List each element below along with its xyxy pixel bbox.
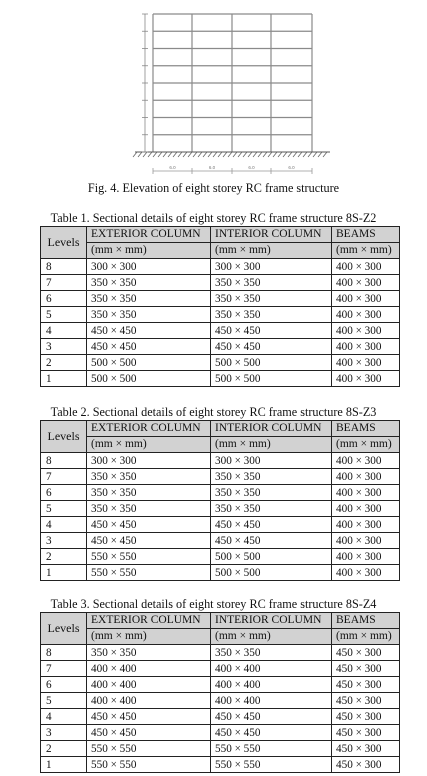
- beams-cell: 400 × 300: [332, 339, 400, 355]
- ground-hatch: [158, 152, 162, 157]
- beams-cell: 400 × 300: [332, 517, 400, 533]
- ground-hatch: [283, 152, 287, 157]
- table-3-caption: Table 3. Sectional details of eight storey RC frame structure 8S-Z4: [50, 597, 377, 611]
- interior-column-cell: 300 × 300: [211, 453, 332, 469]
- interior-column-cell: 400 × 400: [211, 693, 332, 709]
- level-cell: 1: [41, 371, 87, 387]
- beams-cell: 400 × 300: [332, 485, 400, 501]
- ground-hatch: [318, 152, 322, 157]
- level-cell: 5: [41, 307, 87, 323]
- bay-width-label: 6.0: [169, 165, 176, 170]
- table-row: [41, 533, 400, 549]
- beams-unit: (mm × mm): [332, 629, 400, 645]
- interior-column-cell: 500 × 500: [211, 549, 332, 565]
- ground-hatch: [178, 152, 182, 157]
- table-row: [41, 339, 400, 355]
- exterior-column-cell: 550 × 550: [87, 565, 211, 581]
- ground-hatch: [288, 152, 292, 157]
- beams-cell: 450 × 300: [332, 757, 400, 773]
- exterior-column-cell: 550 × 550: [87, 757, 211, 773]
- exterior-column-cell: 550 × 550: [87, 549, 211, 565]
- table-1-caption: Table 1. Sectional details of eight storey RC frame structure 8S-Z2: [50, 211, 377, 225]
- beams-cell: 400 × 300: [332, 275, 400, 291]
- levels-header: Levels: [41, 227, 87, 259]
- ground-hatch: [278, 152, 282, 157]
- exterior-column-unit: (mm × mm): [87, 243, 211, 259]
- interior-column-cell: 500 × 500: [211, 371, 332, 387]
- beams-cell: 450 × 300: [332, 661, 400, 677]
- table-row: [41, 485, 400, 501]
- interior-column-cell: 450 × 450: [211, 533, 332, 549]
- interior-column-cell: 500 × 500: [211, 355, 332, 371]
- ground-hatch: [208, 152, 212, 157]
- ground-hatch: [268, 152, 272, 157]
- interior-column-cell: 500 × 500: [211, 565, 332, 581]
- level-cell: 2: [41, 549, 87, 565]
- table-header-row: [41, 227, 400, 243]
- exterior-column-cell: 450 × 450: [87, 339, 211, 355]
- exterior-column-cell: 450 × 450: [87, 323, 211, 339]
- interior-column-cell: 300 × 300: [211, 259, 332, 275]
- table-row: [41, 291, 400, 307]
- level-cell: 6: [41, 677, 87, 693]
- level-cell: 8: [41, 453, 87, 469]
- table-2: [40, 420, 400, 581]
- interior-column-cell: 400 × 400: [211, 677, 332, 693]
- level-cell: 5: [41, 693, 87, 709]
- ground-hatch: [243, 152, 247, 157]
- interior-column-cell: 450 × 450: [211, 339, 332, 355]
- beams-cell: 400 × 300: [332, 355, 400, 371]
- level-cell: 4: [41, 323, 87, 339]
- ground-hatch: [143, 152, 147, 157]
- level-cell: 1: [41, 565, 87, 581]
- exterior-column-cell: 450 × 450: [87, 517, 211, 533]
- table-row: [41, 469, 400, 485]
- exterior-column-cell: 350 × 350: [87, 275, 211, 291]
- ground-hatch: [203, 152, 207, 157]
- table-row: [41, 501, 400, 517]
- exterior-column-cell: 300 × 300: [87, 259, 211, 275]
- table-row: [41, 757, 400, 773]
- bay-width-label: 6.0: [208, 165, 216, 170]
- exterior-column-header: EXTERIOR COLUMN: [87, 613, 211, 629]
- ground-hatch: [238, 152, 242, 157]
- ground-hatch: [148, 152, 152, 157]
- ground-hatch: [188, 152, 192, 157]
- beams-cell: 450 × 300: [332, 741, 400, 757]
- level-cell: 3: [41, 725, 87, 741]
- ground-hatch: [273, 152, 277, 157]
- ground-hatch: [323, 152, 327, 157]
- beams-cell: 450 × 300: [332, 645, 400, 661]
- level-cell: 5: [41, 501, 87, 517]
- table-3: [40, 612, 400, 773]
- ground-hatch: [133, 152, 137, 157]
- ground-hatch: [308, 152, 312, 157]
- table-2-caption: Table 2. Sectional details of eight storey RC frame structure 8S-Z3: [50, 405, 377, 419]
- interior-column-cell: 350 × 350: [211, 307, 332, 323]
- interior-column-header: INTERIOR COLUMN: [211, 227, 332, 243]
- beams-cell: 400 × 300: [332, 323, 400, 339]
- ground-hatch: [303, 152, 307, 157]
- table-header-row: [41, 421, 400, 437]
- exterior-column-cell: 450 × 450: [87, 709, 211, 725]
- interior-column-cell: 350 × 350: [211, 275, 332, 291]
- exterior-column-cell: 550 × 550: [87, 741, 211, 757]
- exterior-column-cell: 400 × 400: [87, 677, 211, 693]
- ground-hatch: [183, 152, 187, 157]
- interior-column-cell: 450 × 450: [211, 517, 332, 533]
- interior-column-cell: 350 × 350: [211, 469, 332, 485]
- table-row: [41, 355, 400, 371]
- beams-header: BEAMS: [332, 421, 400, 437]
- table-row: [41, 565, 400, 581]
- beams-cell: 400 × 300: [332, 565, 400, 581]
- table-row: [41, 741, 400, 757]
- table-row: [41, 307, 400, 323]
- interior-column-cell: 450 × 450: [211, 725, 332, 741]
- exterior-column-cell: 450 × 450: [87, 725, 211, 741]
- exterior-column-cell: 350 × 350: [87, 469, 211, 485]
- ground-hatch: [153, 152, 157, 157]
- beams-cell: 400 × 300: [332, 453, 400, 469]
- ground-hatch: [223, 152, 227, 157]
- beams-cell: 400 × 300: [332, 533, 400, 549]
- figure-caption: Fig. 4. Elevation of eight storey RC frame structure: [87, 181, 340, 195]
- exterior-column-cell: 450 × 450: [87, 533, 211, 549]
- level-cell: 7: [41, 275, 87, 291]
- table-row: [41, 725, 400, 741]
- exterior-column-cell: 350 × 350: [87, 307, 211, 323]
- level-cell: 6: [41, 485, 87, 501]
- ground-hatch: [298, 152, 302, 157]
- interior-column-header: INTERIOR COLUMN: [211, 421, 332, 437]
- table-row: [41, 677, 400, 693]
- table-row: [41, 453, 400, 469]
- ground-hatch: [138, 152, 142, 157]
- table-1: [40, 226, 400, 387]
- beams-cell: 400 × 300: [332, 501, 400, 517]
- exterior-column-cell: 400 × 400: [87, 661, 211, 677]
- table-row: [41, 549, 400, 565]
- interior-column-cell: 400 × 400: [211, 661, 332, 677]
- beams-cell: 400 × 300: [332, 307, 400, 323]
- levels-header: Levels: [41, 421, 87, 453]
- level-cell: 8: [41, 259, 87, 275]
- beams-header: BEAMS: [332, 613, 400, 629]
- beams-cell: 450 × 300: [332, 677, 400, 693]
- interior-column-cell: 350 × 350: [211, 485, 332, 501]
- interior-column-cell: 550 × 550: [211, 757, 332, 773]
- ground-hatch: [253, 152, 257, 157]
- exterior-column-cell: 350 × 350: [87, 291, 211, 307]
- table-unit-row: [41, 243, 400, 259]
- ground-hatch: [168, 152, 172, 157]
- table-row: [41, 709, 400, 725]
- interior-column-header: INTERIOR COLUMN: [211, 613, 332, 629]
- level-cell: 7: [41, 469, 87, 485]
- table-row: [41, 259, 400, 275]
- ground-hatch: [263, 152, 267, 157]
- ground-hatch: [213, 152, 217, 157]
- level-cell: 3: [41, 533, 87, 549]
- ground-hatch: [313, 152, 317, 157]
- frame-elevation-drawing: [0, 0, 427, 180]
- beams-unit: (mm × mm): [332, 243, 400, 259]
- level-cell: 3: [41, 339, 87, 355]
- levels-header: Levels: [41, 613, 87, 645]
- beams-cell: 450 × 300: [332, 725, 400, 741]
- exterior-column-unit: (mm × mm): [87, 437, 211, 453]
- table-row: [41, 517, 400, 533]
- exterior-column-header: EXTERIOR COLUMN: [87, 421, 211, 437]
- bay-width-label: 6.0: [288, 165, 295, 170]
- exterior-column-cell: 350 × 350: [87, 645, 211, 661]
- interior-column-cell: 350 × 350: [211, 501, 332, 517]
- beams-cell: 450 × 300: [332, 693, 400, 709]
- exterior-column-cell: 500 × 500: [87, 355, 211, 371]
- beams-header: BEAMS: [332, 227, 400, 243]
- beams-cell: 450 × 300: [332, 709, 400, 725]
- interior-column-cell: 350 × 350: [211, 645, 332, 661]
- table-unit-row: [41, 629, 400, 645]
- table-row: [41, 275, 400, 291]
- ground-hatch: [193, 152, 197, 157]
- level-cell: 2: [41, 741, 87, 757]
- ground-hatch: [218, 152, 222, 157]
- level-cell: 1: [41, 757, 87, 773]
- ground-hatch: [233, 152, 237, 157]
- interior-column-cell: 450 × 450: [211, 709, 332, 725]
- interior-column-unit: (mm × mm): [211, 629, 332, 645]
- table-row: [41, 693, 400, 709]
- exterior-column-unit: (mm × mm): [87, 629, 211, 645]
- ground-hatch: [173, 152, 177, 157]
- interior-column-cell: 550 × 550: [211, 741, 332, 757]
- table-row: [41, 645, 400, 661]
- table-header-row: [41, 613, 400, 629]
- ground-hatch: [293, 152, 297, 157]
- interior-column-cell: 450 × 450: [211, 323, 332, 339]
- exterior-column-cell: 400 × 400: [87, 693, 211, 709]
- level-cell: 7: [41, 661, 87, 677]
- ground-hatch: [228, 152, 232, 157]
- beams-cell: 400 × 300: [332, 469, 400, 485]
- table-unit-row: [41, 437, 400, 453]
- beams-cell: 400 × 300: [332, 371, 400, 387]
- table-row: [41, 371, 400, 387]
- level-cell: 2: [41, 355, 87, 371]
- table-row: [41, 661, 400, 677]
- beams-cell: 400 × 300: [332, 549, 400, 565]
- exterior-column-cell: 500 × 500: [87, 371, 211, 387]
- table-row: [41, 323, 400, 339]
- exterior-column-cell: 350 × 350: [87, 485, 211, 501]
- beams-cell: 400 × 300: [332, 291, 400, 307]
- ground-hatch: [163, 152, 167, 157]
- ground-hatch: [198, 152, 202, 157]
- exterior-column-header: EXTERIOR COLUMN: [87, 227, 211, 243]
- frame-elevation-figure: [0, 0, 427, 200]
- level-cell: 4: [41, 709, 87, 725]
- beams-unit: (mm × mm): [332, 437, 400, 453]
- level-cell: 8: [41, 645, 87, 661]
- exterior-column-cell: 350 × 350: [87, 501, 211, 517]
- interior-column-unit: (mm × mm): [211, 437, 332, 453]
- ground-hatch: [258, 152, 262, 157]
- level-cell: 6: [41, 291, 87, 307]
- bay-width-label: 6.0: [248, 165, 255, 170]
- level-cell: 4: [41, 517, 87, 533]
- interior-column-cell: 350 × 350: [211, 291, 332, 307]
- ground-hatch: [248, 152, 252, 157]
- beams-cell: 400 × 300: [332, 259, 400, 275]
- exterior-column-cell: 300 × 300: [87, 453, 211, 469]
- interior-column-unit: (mm × mm): [211, 243, 332, 259]
